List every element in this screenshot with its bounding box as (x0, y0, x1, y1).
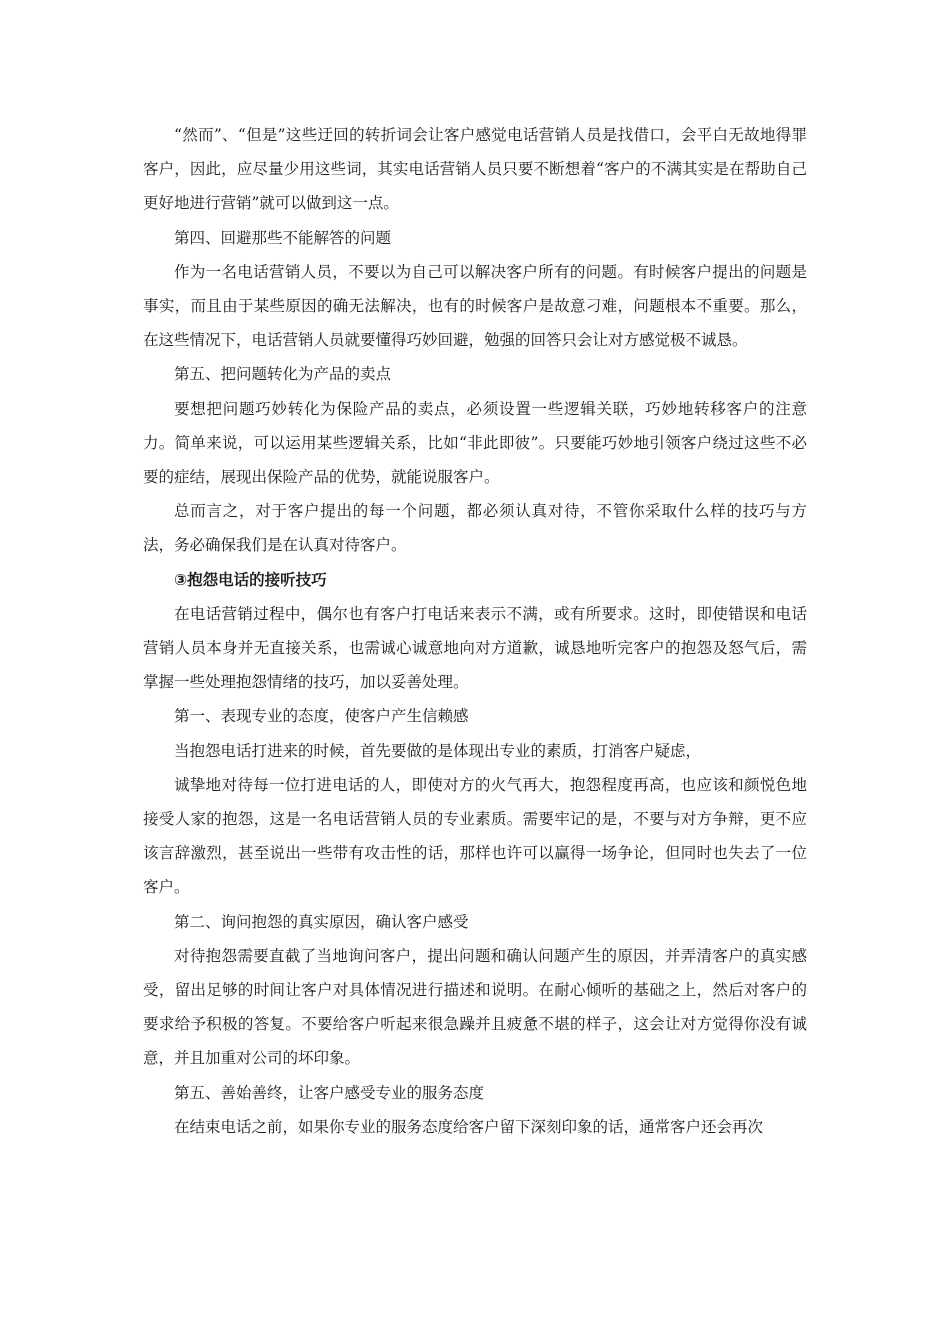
paragraph-good-ending: 在结束电话之前，如果你专业的服务态度给客户留下深刻印象的话，通常客户还会再次 (174, 1117, 764, 1136)
subheading-good-ending: 第五、善始善终，让客户感受专业的服务态度 (174, 1083, 485, 1102)
paragraph-selling-point: 要想把问题巧妙转化为保险产品的卖点，必须设置一些逻辑关联，巧妙地转移客户的注意力。简单来说，可以运用某些逻辑关系，比如“非此即彼”。只要能巧妙地引领客户绕过这些不必要的症结，展现出保险产品的优势，就能说服客户。 (143, 399, 807, 487)
paragraph-sincere-treatment: 诚挚地对待每一位打进电话的人，即使对方的火气再大，抱怨程度再高，也应该和颜悦色地接受人家的抱怨，这是一名电话营销人员的专业素质。需要牢记的是，不要与对方争辩，更不应该言辞激烈，甚至说出一些带有攻击性的话，那样也许可以赢得一场争论，但同时也失去了一位客户。 (143, 775, 807, 897)
paragraph-ask-reasons: 对待抱怨需要直截了当地询问客户，提出问题和确认问题产生的原因，并弄清客户的真实感受，留出足够的时间让客户对具体情况进行描述和说明。在耐心倾听的基础之上，然后对客户的要求给予积极的答复。不要给客户听起来很急躁并且疲惫不堪的样子，这会让对方觉得你没有诚意，并且加重对公司的坏印象。 (143, 946, 807, 1068)
subheading-ask-reasons: 第二、询问抱怨的真实原因，确认客户感受 (174, 912, 469, 931)
subheading-avoid-questions: 第四、回避那些不能解答的问题 (174, 228, 392, 247)
paragraph-transition-words: “然而”、“但是”这些迂回的转折词会让客户感觉电话营销人员是找借口，会平白无故地得罪客户，因此，应尽量少用这些词，其实电话营销人员只要不断想着“客户的不满其实是在帮助自己更好地进行营销”就可以做到这一点。 (143, 126, 807, 213)
paragraph-professional-quality: 当抱怨电话打进来的时候，首先要做的是体现出专业的素质，打消客户疑虑， (174, 741, 702, 760)
paragraph-avoid-questions: 作为一名电话营销人员，不要以为自己可以解决客户所有的问题。有时候客户提出的问题是事实，而且由于某些原因的确无法解决，也有的时候客户是故意刁难，问题根本不重要。那么，在这些情况下，电话营销人员就要懂得巧妙回避，勉强的回答只会让对方感觉极不诚恳。 (143, 262, 807, 350)
document-page (143, 118, 807, 1144)
subheading-professional-attitude: 第一、表现专业的态度，使客户产生信赖感 (174, 707, 469, 726)
subheading-selling-point: 第五、把问题转化为产品的卖点 (174, 365, 392, 384)
section-heading-complaint-calls: ③抱怨电话的接听技巧 (174, 570, 327, 589)
paragraph-complaint-intro: 在电话营销过程中，偶尔也有客户打电话来表示不满，或有所要求。这时，即使错误和电话营销人员本身并无直接关系，也需诚心诚意地向对方道歉，诚恳地听完客户的抱怨及怒气后，需掌握一些处理抱怨情绪的技巧，加以妥善处理。 (143, 604, 807, 692)
paragraph-summary: 总而言之，对于客户提出的每一个问题，都必须认真对待，不管你采取什么样的技巧与方法，务必确保我们是在认真对待客户。 (143, 502, 807, 555)
